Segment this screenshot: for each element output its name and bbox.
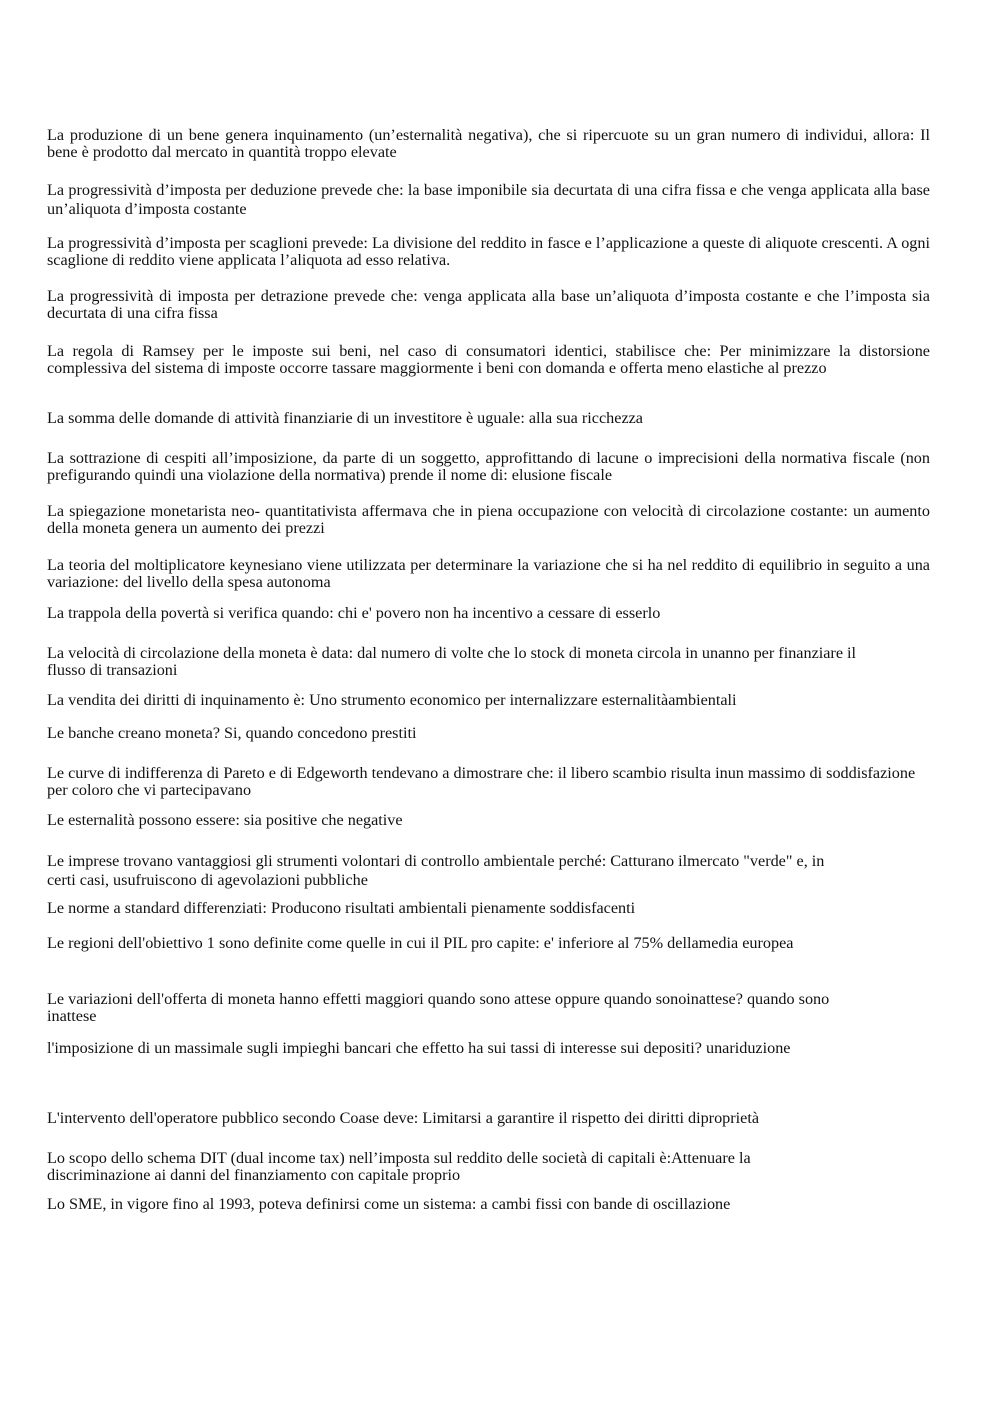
paragraph-19: Le variazioni dell'offerta di moneta hanno effetti maggiori quando sono attese oppure quando sonoinattese? quando sono inattese <box>47 990 830 1025</box>
paragraph-7: La sottrazione di cespiti all’imposizione, da parte di un soggetto, approfittando di lacune o imprecisioni della normativa fiscale (non prefigurando quindi una violazione della normativa) prende il nome di: elusione fiscale <box>47 449 930 484</box>
paragraph-11: La velocità di circolazione della moneta è data: dal numero di volte che lo stock di moneta circola in unanno per finanziare il flusso di transazioni <box>47 644 857 679</box>
paragraph-16: Le imprese trovano vantaggiosi gli strumenti volontari di controllo ambientale perché: Catturano ilmercato "verde" e, in certi casi, usufruiscono di agevolazioni pubbliche <box>47 852 825 889</box>
paragraph-6: La somma delle domande di attività finanziarie di un investitore è uguale: alla sua ricchezza <box>47 409 643 427</box>
paragraph-8: La spiegazione monetarista neo- quantitativista affermava che in piena occupazione con velocità di circolazione costante: un aumento della moneta genera un aumento dei prezzi <box>47 502 930 537</box>
paragraph-13: Le banche creano moneta? Si, quando concedono prestiti <box>47 724 417 742</box>
paragraph-14: Le curve di indifferenza di Pareto e di Edgeworth tendevano a dimostrare che: il libero scambio risulta inun massimo di soddisfazione per coloro che vi partecipavano <box>47 764 916 799</box>
paragraph-22: Lo scopo dello schema DIT (dual income tax) nell’imposta sul reddito delle società di capitali è:Attenuare la discriminazione ai danni del finanziamento con capitale proprio <box>47 1149 751 1184</box>
paragraph-18: Le regioni dell'obiettivo 1 sono definite come quelle in cui il PIL pro capite: e' inferiore al 75% dellamedia europea <box>47 934 794 952</box>
paragraph-1: La produzione di un bene genera inquinamento (un’esternalità negativa), che si ripercuote su un gran numero di individui, allora: Il bene è prodotto dal mercato in quantità troppo elevate <box>47 126 930 161</box>
paragraph-3: La progressività d’imposta per scaglioni prevede: La divisione del reddito in fasce e l’applicazione a queste di aliquote crescenti. A ogni scaglione di reddito viene applicata l’aliquota ad esso relativa. <box>47 234 930 269</box>
paragraph-12: La vendita dei diritti di inquinamento è: Uno strumento economico per internalizzare esternalitàambientali <box>47 691 737 709</box>
paragraph-10: La trappola della povertà si verifica quando: chi e' povero non ha incentivo a cessare di esserlo <box>47 604 661 622</box>
paragraph-23: Lo SME, in vigore fino al 1993, poteva definirsi come un sistema: a cambi fissi con bande di oscillazione <box>47 1195 731 1213</box>
paragraph-2: La progressività d’imposta per deduzione prevede che: la base imponibile sia decurtata di una cifra fissa e che venga applicata alla base un’aliquota d’imposta costante <box>47 181 930 218</box>
paragraph-21: L'intervento dell'operatore pubblico secondo Coase deve: Limitarsi a garantire il rispetto dei diritti diproprietà <box>47 1109 760 1127</box>
paragraph-20: l'imposizione di un massimale sugli impieghi bancari che effetto ha sui tassi di interesse sui depositi? unariduzione <box>47 1039 791 1057</box>
paragraph-4: La progressività di imposta per detrazione prevede che: venga applicata alla base un’aliquota d’imposta costante e che l’imposta sia decurtata di una cifra fissa <box>47 287 930 322</box>
paragraph-17: Le norme a standard differenziati: Producono risultati ambientali pienamente soddisfacenti <box>47 899 636 917</box>
paragraph-5: La regola di Ramsey per le imposte sui beni, nel caso di consumatori identici, stabilisce che: Per minimizzare la distorsione complessiva del sistema di imposte occorre tassare maggiormente i beni con domanda e offerta meno elastiche al prezzo <box>47 342 930 377</box>
paragraph-15: Le esternalità possono essere: sia positive che negative <box>47 811 403 829</box>
paragraph-9: La teoria del moltiplicatore keynesiano viene utilizzata per determinare la variazione che si ha nel reddito di equilibrio in seguito a una variazione: del livello della spesa autonoma <box>47 556 930 591</box>
